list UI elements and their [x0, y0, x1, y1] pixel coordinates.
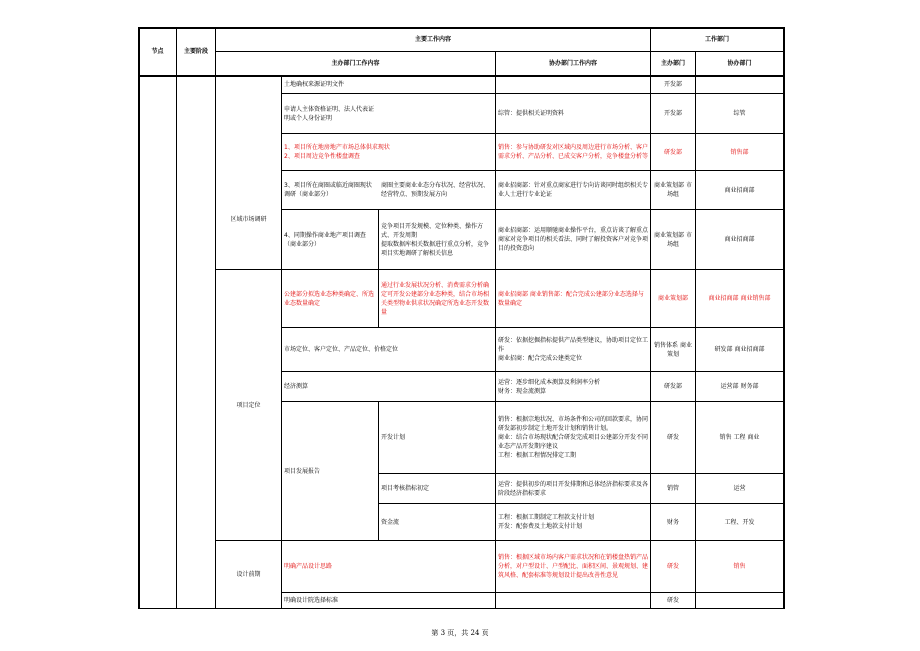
r2-assist-dept: 综管: [733, 110, 746, 117]
r10-lead-dept: 销管: [666, 485, 679, 492]
r11-assist-dept: 工程、开发: [724, 518, 755, 526]
r9-lead-dept: 研发: [666, 434, 679, 441]
r12-assist-dept: 销售: [733, 563, 746, 570]
r2-lead-dept: 开发部: [663, 110, 682, 117]
r8-lead-dept: 研发部: [663, 383, 682, 390]
r11-lead-sub: 资金流: [381, 518, 400, 526]
header-assist-dept: 协办部门: [727, 60, 752, 67]
r9-assist: 销售：根据宗地状况、市场条件和公司的回款要求，协同研发部初步制定土地开发计划和销售计划。 商业：结合市场现状配合研发完成项目公建部分开发不同业态产品开发期序建议 工程：根据工程情况排定工期: [498, 416, 649, 459]
r2-assist: 综管：提供相关证明资料: [498, 110, 565, 117]
r4-lead: 3、项目所在商圈或临近商圈现状调研（商业部分）: [284, 182, 372, 198]
r9-assist-dept: 销售 工程 商业: [719, 434, 760, 441]
header-lead-dept: 主办部门: [660, 60, 685, 67]
r3-lead: 1、项目所在地房地产市场总体供求现状 2、项目周边竞争性楼盘调查: [284, 144, 390, 160]
r9-lead: 项目发展报告: [284, 467, 321, 475]
stage-positioning: 项目定位: [236, 401, 261, 409]
page-footer: 第 3 页，共 24 页: [431, 629, 489, 637]
r11-assist: 工程：根据工期制定工程款支付计划 开发：配套费及土地款支付计划: [498, 514, 595, 530]
r8-assist-dept: 运营部 财务部: [720, 383, 759, 390]
r13-lead-dept: 研发: [666, 597, 679, 604]
r1-lead: 土地确权来源证明文件: [284, 81, 345, 88]
header-assist-content: 协办部门工作内容: [548, 60, 597, 67]
stage-market-research: 区域市场调研: [230, 216, 267, 223]
r7-assist: 研发：依据挖掘指标提供产品类型建议，协助项目定位工作 商业招商：配合完成公建类定位: [498, 337, 649, 362]
r10-lead-sub: 项目考核指标初定: [381, 485, 430, 492]
r9-lead-sub: 开发计划: [381, 434, 406, 441]
r7-lead: 市场定位、客户定位、产品定位、价格定位: [284, 346, 399, 353]
header-department: 工作部门: [704, 36, 729, 43]
r5-lead-sub: 竞争项目开发规模、定位种类、操作方式、开发周期 提取数据库相关数据进行重点分析，竞争项目实地调研了解相关信息: [381, 222, 490, 257]
r12-lead-dept: 研发: [666, 563, 679, 570]
r4-lead-sub: 商圈主要商业业态分布状况、经营状况、经营特点、预期发展方向: [381, 182, 490, 198]
r11-lead-dept: 财务: [666, 518, 679, 526]
r3-assist: 销售：参与协助研发对区域内及周边进行市场分析、客户需求分析、产品分析、已成交客户分析，竞争楼盘分析等: [498, 144, 649, 160]
r10-assist: 运营：提供初步的项目开发排期和总体经济指标要求及各阶段经济指标要求: [498, 480, 649, 497]
r5-assist-dept: 商业招商部: [724, 236, 755, 243]
r13-lead: 明确设计院选择标准: [284, 597, 339, 604]
stage-design: 设计前期: [236, 571, 261, 578]
r6-assist-dept: 商业招商部 商业销售部: [708, 295, 771, 302]
r7-assist-dept: 研发部 商业招商部: [714, 346, 765, 353]
r1-lead-dept: 开发部: [663, 81, 682, 88]
process-table: [138, 27, 785, 609]
r5-lead: 4、同期操作商业地产项目调查（商业部分）: [284, 231, 366, 248]
r6-lead-sub: 通过行业发展状况分析、消费需求分析确定可开发公建部分业态种类，结合市场相关类型物业供求状况确定所选业态开发数量: [381, 281, 490, 316]
r6-lead-dept: 商业策划部: [657, 295, 688, 302]
header-stage: 主要阶段: [183, 48, 208, 55]
header-work-content: 主要工作内容: [414, 36, 451, 43]
r4-lead-dept: 商业策划部 市场组: [654, 182, 692, 198]
r12-lead: 明确产品设计思路: [284, 563, 333, 570]
header-node: 节点: [151, 48, 164, 55]
r7-lead-dept: 销售体系 商业策划: [654, 341, 692, 358]
r10-assist-dept: 运营: [733, 485, 746, 492]
r8-assist: 运营：逐步细化成本测算及利润率分析 财务：现金流测算: [498, 378, 601, 395]
r5-lead-dept: 商业策划部 市场组: [654, 231, 692, 248]
r8-lead: 经济测算: [284, 383, 309, 390]
r4-assist-dept: 商业招商部: [724, 186, 755, 194]
r12-assist: 销售：根据区域市场内客户需求状况和在销楼盘热销产品分析，对户型设计、户型配比、面积区间、景观规划、建筑风格、配套标准等规划设计提出改善性意见: [498, 554, 649, 579]
r6-assist: 商业招商部 商业销售部：配合完成公建部分业态选择与数量确定: [498, 290, 644, 307]
r6-lead: 公建部分拟选业态种类确定、所选业态数量确定: [284, 290, 375, 307]
r5-assist: 商业招商部：运用顺驰商业操作平台，重点访谈了解重点商家对竞争项目的相关看法、同时了解投资客户对竞争项目的投资意向: [498, 227, 649, 252]
r2-lead: 申请人主体资格证明、法人代表证明或个人身份证明: [284, 105, 375, 122]
r3-lead-dept: 研发部: [663, 148, 682, 156]
r4-assist: 商业招商部：针对重点商家进行专向访谈同时组织相关专业人士进行专业论证: [498, 182, 649, 198]
r3-assist-dept: 销售部: [730, 148, 749, 156]
header-lead-content: 主办部门工作内容: [331, 60, 380, 67]
